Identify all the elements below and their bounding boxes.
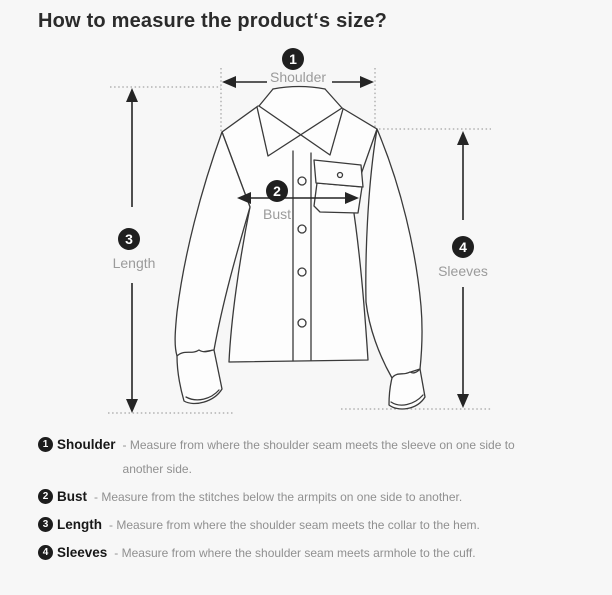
marker-sleeves-label: Sleeves <box>438 263 488 279</box>
marker-sleeves-badge: 4 <box>452 236 474 258</box>
legend-row-length <box>38 513 540 537</box>
legend-shoulder-label: Shoulder <box>57 437 116 452</box>
shirt-right-sleeve <box>366 129 422 378</box>
legend-length-description: - Measure from where the shoulder seam meets the collar to the hem. <box>109 518 480 532</box>
legend-length-badge: 3 <box>38 517 53 532</box>
marker-shoulder-label: Shoulder <box>269 69 327 85</box>
legend-row-shoulder <box>38 433 540 481</box>
marker-length-badge: 3 <box>118 228 140 250</box>
legend-row-sleeves <box>38 541 540 565</box>
shirt-illustration <box>175 87 425 409</box>
shirt-pocket-button <box>338 173 343 178</box>
legend-length-label: Length <box>57 517 102 532</box>
legend-sleeves-description: - Measure from where the shoulder seam meets armhole to the cuff. <box>114 546 476 560</box>
marker-bust-label: Bust <box>262 206 292 222</box>
legend-shoulder-badge: 1 <box>38 437 53 452</box>
length-arrow <box>126 88 138 413</box>
marker-shoulder-badge: 1 <box>282 48 304 70</box>
legend-shoulder-description: - Measure from where the shoulder seam meets the sleeve on one side to another side. <box>122 438 515 476</box>
marker-bust-badge: 2 <box>266 180 288 202</box>
legend-bust-label: Bust <box>57 489 87 504</box>
legend-bust-description: - Measure from the stitches below the armpits on one side to another. <box>94 490 463 504</box>
legend-sleeves-label: Sleeves <box>57 545 108 560</box>
legend-row-bust <box>38 485 540 509</box>
marker-length-label: Length <box>112 255 156 271</box>
legend-sleeves-badge: 4 <box>38 545 53 560</box>
page-title: How to measure the product‘s size? <box>38 10 388 32</box>
shirt-left-cuff <box>177 350 222 404</box>
shirt-right-cuff <box>389 369 425 409</box>
measurement-legend <box>38 433 540 569</box>
legend-bust-badge: 2 <box>38 489 53 504</box>
